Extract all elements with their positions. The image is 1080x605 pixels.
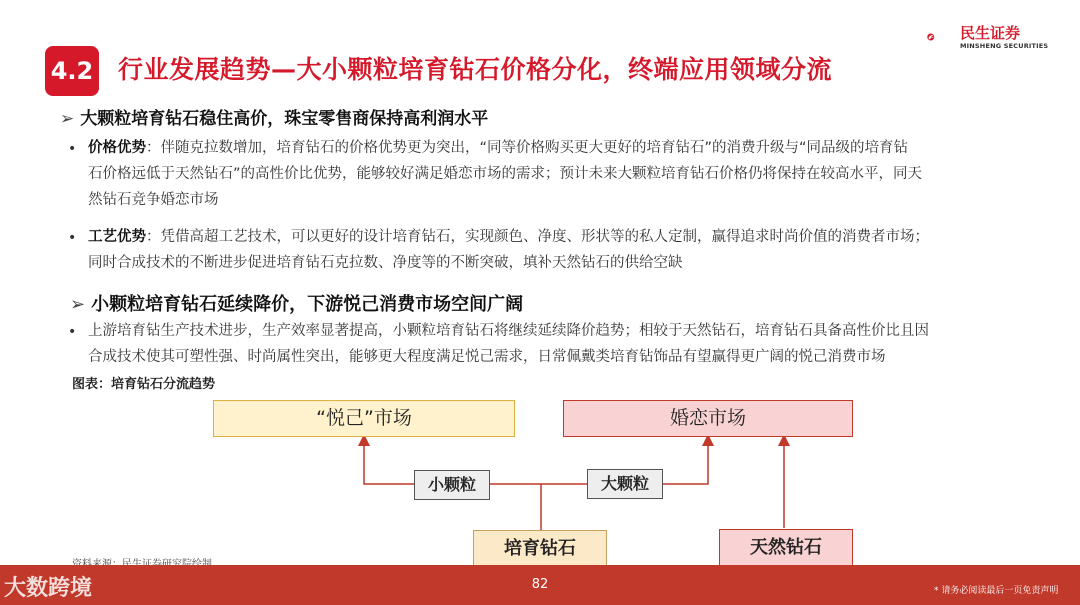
- section1-heading-text: 大颗粒培育钻石稳住高价，珠宝零售商保持高利润水平: [80, 109, 489, 129]
- bullet-dot-icon: •: [68, 324, 77, 340]
- arrow-bullet-icon: ➢: [60, 109, 75, 129]
- natural-diamond-box: 天然钻石: [719, 529, 853, 566]
- small-particle-tag: 小颗粒: [414, 470, 490, 500]
- marriage-market-box: 婚恋市场: [563, 400, 853, 437]
- paragraph-line: 上游培育钻生产技术进步，生产效率显著提高，小颗粒培育钻石将继续延续降价趋势；相较于天然钻石，培育钻石具备高性价比且因: [88, 323, 929, 339]
- bullet-line: 然钻石竞争婚恋市场: [88, 192, 219, 208]
- bullet-line: 石价格远低于天然钻石”的高性价比优势，能够较好满足婚恋市场的需求；预计未来大颗粒培育钻石价格仍将保持在较高水平，同天: [88, 166, 923, 182]
- section-badge: 4.2: [45, 46, 99, 96]
- figure-label: 图表：培育钻石分流趋势: [72, 377, 216, 392]
- lab-diamond-box: 培育钻石: [473, 530, 607, 567]
- bullet-bold-label: 工艺优势: [88, 229, 146, 245]
- bullet-line: 同时合成技术的不断进步促进培育钻石克拉数、净度等的不断突破，填补天然钻石的供给空缺: [88, 255, 683, 271]
- bullet-line: ：伴随克拉数增加，培育钻石的价格优势更为突出，“同等价格购买更大更好的培育钻石”的消费升级与“同品级的培育钻: [146, 140, 909, 156]
- logo-text-cn: 民生证券: [960, 24, 1021, 42]
- page-number: 82: [531, 577, 549, 592]
- bullet-dot-icon: •: [68, 141, 77, 157]
- large-particle-tag: 大颗粒: [587, 469, 663, 499]
- self-market-box: “悦己”市场: [213, 400, 515, 437]
- watermark: 大数跨境: [4, 576, 93, 601]
- paragraph-line: 合成技术使其可塑性强、时尚属性突出，能够更大程度满足悦己需求，日常佩戴类培育钻饰品有望赢得更广阔的悦己消费市场: [88, 349, 886, 365]
- section2-heading-text: 小颗粒培育钻石延续降价，下游悦己消费市场空间广阔: [91, 294, 524, 315]
- bullet-line: ：凭借高超工艺技术，可以更好的设计培育钻石，实现颜色、净度、形状等的私人定制，赢得追求时尚价值的消费者市场；: [146, 229, 929, 245]
- bullet-dot-icon: •: [68, 230, 77, 246]
- arrow-bullet-icon: ➢: [70, 294, 86, 315]
- logo-text-en: MINSHENG SECURITIES: [960, 42, 1049, 50]
- disclaimer: * 请务必阅读最后一页免责声明: [934, 586, 1059, 596]
- page-title: 行业发展趋势—大小颗粒培育钻石价格分化，终端应用领域分流: [118, 55, 833, 84]
- bullet-bold-label: 价格优势: [88, 140, 146, 156]
